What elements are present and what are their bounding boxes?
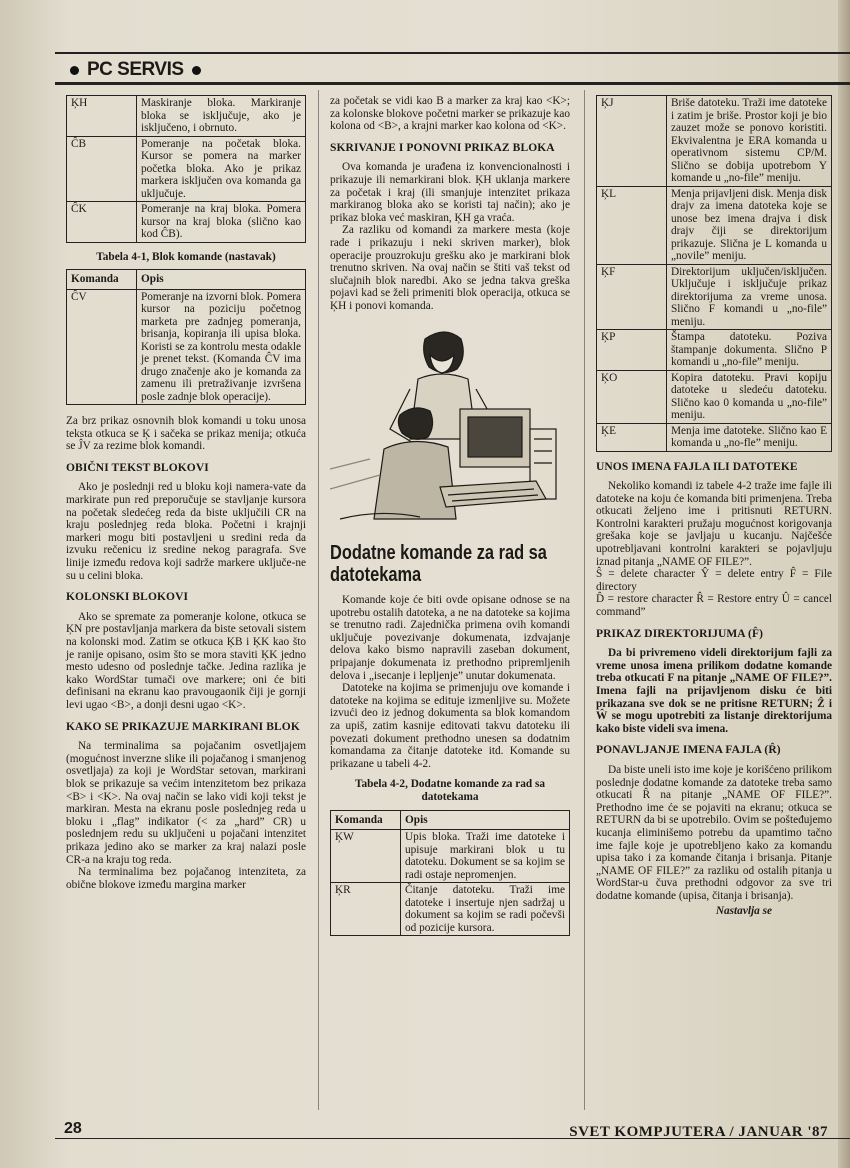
table-header-row xyxy=(67,270,306,290)
command-desc: Briše datoteku. Traži ime datoteke i zatim je briše. Prostor koji je bio zauzet može se ponovo koristiti. Ekvivalentna je ERA komanda u operativnom sistemu CP/M. Slično se dobija upotrebom Y komande u „no-file” meniju. xyxy=(667,96,832,187)
command-desc: Štampa datoteku. Poziva štampanje dokumenta. Slično P komandi u „no-file” meniju. xyxy=(667,330,832,371)
command-key: ĶL xyxy=(597,186,667,264)
table-row xyxy=(67,96,306,137)
command-key: ĶW xyxy=(331,830,401,883)
subheading: KOLONSKI BLOKOVI xyxy=(66,591,189,604)
command-desc: Menja ime datoteke. Slično kao E komanda u „no-fle” meniju. xyxy=(667,423,832,451)
table-row xyxy=(597,330,832,371)
section-title: PC SERVIS xyxy=(87,59,184,80)
table-row xyxy=(597,423,832,451)
office-workers-illustration xyxy=(330,319,566,529)
subheading: UNOS IMENA FAJLA ILI DATOTEKE xyxy=(596,460,798,473)
table-row xyxy=(67,202,306,243)
command-desc: Maskiranje bloka. Markiranje bloka se isključuje, ako je isključeno, i obrnuto. xyxy=(137,96,306,137)
command-desc: Kopira datoteku. Pravi kopiju datoteke u sledeću datoteku. Slično kao 0 komanda u „no-file” meniju. xyxy=(667,370,832,423)
paragraph: Ako se spremate za pomeranje kolone, otkuca se ĶN pre postavljanja markera da biste setovali sistem na kolonski mod. Zatim se otkuca ĶB i ĶK kao što je ranije opisano, osim što se mora staviti ĶK jedno mesto udesno od poslednje tačke. Jedina razlika je kako WordStar tumači ove markere; oni će biti definisani na ekranu kao pravougaonik čiji je gornji levi ugao <B>, a donji desni ugao <K>. xyxy=(66,610,306,711)
table-header-row xyxy=(331,810,570,830)
continued-note: Nastavlja se xyxy=(715,904,772,917)
command-key: ĈK xyxy=(67,202,137,243)
paragraph: Da bi privremeno videli direktorijum fajli za vreme unosa imena prilikom dodatne komande treba otkucati F na pitanje „NAME OF FILE?”. Imena fajli na prijavljenom disku će biti prikazana sve dok se ne pritisne RETURN; Ẑ i Ŵ se mogu upotrebiti za listanje direktorijuma kako biste videli sva imena. xyxy=(596,647,832,735)
command-key: ĈV xyxy=(67,289,137,405)
subheading: PONAVLJANJE IMENA FAJLA (R̂) xyxy=(596,744,781,757)
top-rule xyxy=(55,52,850,54)
table-row xyxy=(597,370,832,423)
command-desc: Čitanje datoteku. Traži ime datoteke i insertuje njen sadržaj u dokument sa kojim se radi počevši od pozicije kursora. xyxy=(401,883,570,936)
paragraph: Nekoliko komandi iz tabele 4-2 traže ime fajle ili datoteke na koju će komanda biti primenjena. Treba otkucati željeno ime i pritisnuti RETURN. Kontrolni karakteri pružaju mogućnost korigovanja grešaka koje se javljaju u kucanju. Najčešće upotrebljavani kontrolni karakteri se pojavljuju iznad pitanja „NAME OF FILE?”. xyxy=(596,480,832,568)
table-4-2 xyxy=(330,810,570,937)
table-row xyxy=(597,264,832,330)
paragraph: Za razliku od komandi za markere mesta (koje rade i prikazuju i neki skriven marker), blok operacije prouzrokuju grešku ako je markirani blok trenutno skriven. Na ovaj način se štiti vaš tekst od slučajnih blok naredbi. Ako se jedna takva greška pojavi kad se želi primeniti blok operacija, otkuca se ĶH i ponovi komanda. xyxy=(330,224,570,312)
column-divider xyxy=(584,90,585,1110)
command-desc: Menja prijavljeni disk. Menja disk drajv za imena datoteka koje se unose bez imena drajva i disk drajv čiji se direktorijum prikazuje. Slična je L komanda u „novile” meniju. xyxy=(667,186,832,264)
command-key: ĶR xyxy=(331,883,401,936)
table-caption: Tabela 4-2, Dodatne komande za rad sa datotekama xyxy=(354,778,546,803)
command-key: ĶH xyxy=(67,96,137,137)
paragraph: Ova komanda je urađena iz konvencionalnosti i prikazuje ili nemarkirani blok. ĶH uklanja markere za početak i kraj (ili smanjuje intenzitet prikaza markiranog bloka ako se koristi taj način); ako je prikaz bloka već maskiran, ĶH ga vraća. xyxy=(330,161,570,224)
table-4-2-continued xyxy=(596,95,832,452)
section-header xyxy=(62,58,209,82)
paragraph: Datoteke na kojima se primenjuju ove komande i datoteke na kojima se edituje izmenljive su. Možete izvući deo iz jednog dokumenta sa blok komandom za upiš, zatim kasnije editovati takvu datoteku ili povezati dokument prethodno unesen sa dodatnim komandama za čitanje datoteke itd. Komande su prikazane u tabeli 4-2. xyxy=(330,682,570,770)
bullet-icon xyxy=(70,66,79,75)
table-4-1-continued xyxy=(66,269,306,405)
paragraph: Ako je poslednji red u bloku koji namera-vate da markirate pun red preporučuje se stavljanje kursora na početak sledećeg reda da biste uključili CR na kraju poslednjeg reda bloka. Početni i krajnji markeri mogu biti postavljeni u sredini reda da izvuku rečenicu iz sredine nekog paragrafa. Sve linije između redova koji sadrže markere uključe-ne su u celini bloka. xyxy=(66,481,306,582)
bullet-icon xyxy=(192,66,201,75)
column-header: Komanda xyxy=(331,810,401,830)
table-row xyxy=(597,186,832,264)
paragraph: za početak se vidi kao B a marker za kraj kao <K>; za kolonske blokove početni marker se prikazuje kao kolona od <B>, a krajni marker kao kolona od <K>. xyxy=(330,95,570,133)
header-rule xyxy=(55,82,850,85)
table-row xyxy=(67,289,306,405)
paragraph: D̂ = restore character R̂ = Restore entry Û = cancel command” xyxy=(596,593,832,619)
column-header: Opis xyxy=(401,810,570,830)
command-desc: Pomeranje na izvorni blok. Pomera kursor na poziciju početnog marketa pre zadnjeg pomeranja, brisanja, kopiranja ili upisa bloka. Koristi se za kontrolu mesta odakle je prenet tekst. (Komanda ĈV ima drugo značenje ako je komanda za zamenu ili pretraživanje izvršena posle zadnje blok operacije). xyxy=(137,289,306,405)
paragraph: Na terminalima sa pojačanim osvetljajem (mogućnost inverzne slike ili pojačanog i smanjenog osvetljaja) za koji je WordStar setovan, markirani blok se prikazuje sa većim intenzitetom bez prikaza <B> i <K>. Na ovaj način se lako vidi koji tekst je markiran. Mesta na ekranu posle poslednjeg reda u bloku i „flag” indikator (< za „hard” CR) u poslednjem redu su uključeni u pojačani intenzitet prikaza jedino ako se marker za kraj nalazi posle CR-a na kraju tog reda. xyxy=(66,740,306,866)
subheading: PRIKAZ DIREKTORIJUMA (F̂) xyxy=(596,627,764,640)
subheading: SKRIVANJE I PONOVNI PRIKAZ BLOKA xyxy=(330,141,555,154)
command-key: ĶF xyxy=(597,264,667,330)
command-desc: Pomeranje na kraj bloka. Pomera kursor na kraj bloka (slično kao kod ĈB). xyxy=(137,202,306,243)
paragraph: Za brz prikaz osnovnih blok komandi u toku unosa teksta otkuca se Ķ i sačeka se prikaz menija; otkuća se ĴV za rezime blok komandi. xyxy=(66,415,306,453)
command-key: ĈB xyxy=(67,136,137,202)
column-1 xyxy=(66,95,306,891)
paragraph: Ŝ = delete character Ŷ = delete entry F̂ = File directory xyxy=(596,568,832,593)
column-divider xyxy=(318,90,319,1110)
magazine-title: SVET KOMPJUTERA / JANUAR '87 xyxy=(569,1124,828,1140)
command-key: ĶP xyxy=(597,330,667,371)
command-key: ĶJ xyxy=(597,96,667,187)
column-header: Opis xyxy=(137,270,306,290)
table-caption: Tabela 4-1, Blok komande (nastavak) xyxy=(96,250,276,263)
page-number: 28 xyxy=(64,1120,82,1137)
table-4-1-top xyxy=(66,95,306,243)
subheading: OBIČNI TEKST BLOKOVI xyxy=(66,461,209,474)
paragraph: Komande koje će biti ovde opisane odnose se na upotrebu ostalih datoteka, a ne na datoteke sa kojima se trenutno radi. Zajednička primena ovih komandi uključuje povezivanje dokumenata, izdvajanje delova kako bismo napravili zaseban dokument, pripajanje dokumenata iz prethodno pripremljenih delova i „isecanje i lepljenje” unutar dokumenata. xyxy=(330,594,570,682)
command-key: ĶE xyxy=(597,423,667,451)
column-2 xyxy=(330,95,570,936)
column-header: Komanda xyxy=(67,270,137,290)
subheading: KAKO SE PRIKAZUJE MARKIRANI BLOK xyxy=(66,720,300,733)
paragraph: Da biste uneli isto ime koje je korišćeno prilikom poslednje dodatne komande za datoteke treba samo otkucati R̂ na pitanje „NAME OF FILE?”. Prethodno ime će se pojaviti na ekranu; otkuca se RETURN da bi se upotrebilo. Ovim se pošteđujemo kucanja eliminišemo potrebu da upamtimo tačno ime fajle koje je upotrebljeno kako za komandu upisa tako i za komande čitanja i brisanja. Pitanje „NAME OF FILE?” za razliku od ostalih pitanja u WordStar-u čuva prethodni odgovor za sve tri dodatne komande (upisa, čitanja i brisanja). xyxy=(596,763,832,902)
article-title: Dodatne komande za rad sa datotekama xyxy=(330,542,547,587)
paragraph: Na terminalima bez pojačanog intenziteta, za obične blokove između margina marker xyxy=(66,866,306,891)
table-row xyxy=(331,883,570,936)
command-desc: Upis bloka. Traži ime datoteke i upisuje markirani blok u tu datoteku. Dokument se sa kojim se radi ostaje nepromenjen. xyxy=(401,830,570,883)
table-row xyxy=(67,136,306,202)
table-row xyxy=(597,96,832,187)
command-key: ĶO xyxy=(597,370,667,423)
table-row xyxy=(331,830,570,883)
page-edge-shadow xyxy=(838,0,850,1168)
command-desc: Pomeranje na početak bloka. Kursor se pomera na marker početka bloka. Ako je prikaz markera isključen ova komanda ga uključuje. xyxy=(137,136,306,202)
column-3 xyxy=(596,95,832,917)
command-desc: Direktorijum uključen/isključen. Uključuje i isključuje prikaz direktorijuma za vreme unosa. Slično F komandi u „no-file” meniju. xyxy=(667,264,832,330)
